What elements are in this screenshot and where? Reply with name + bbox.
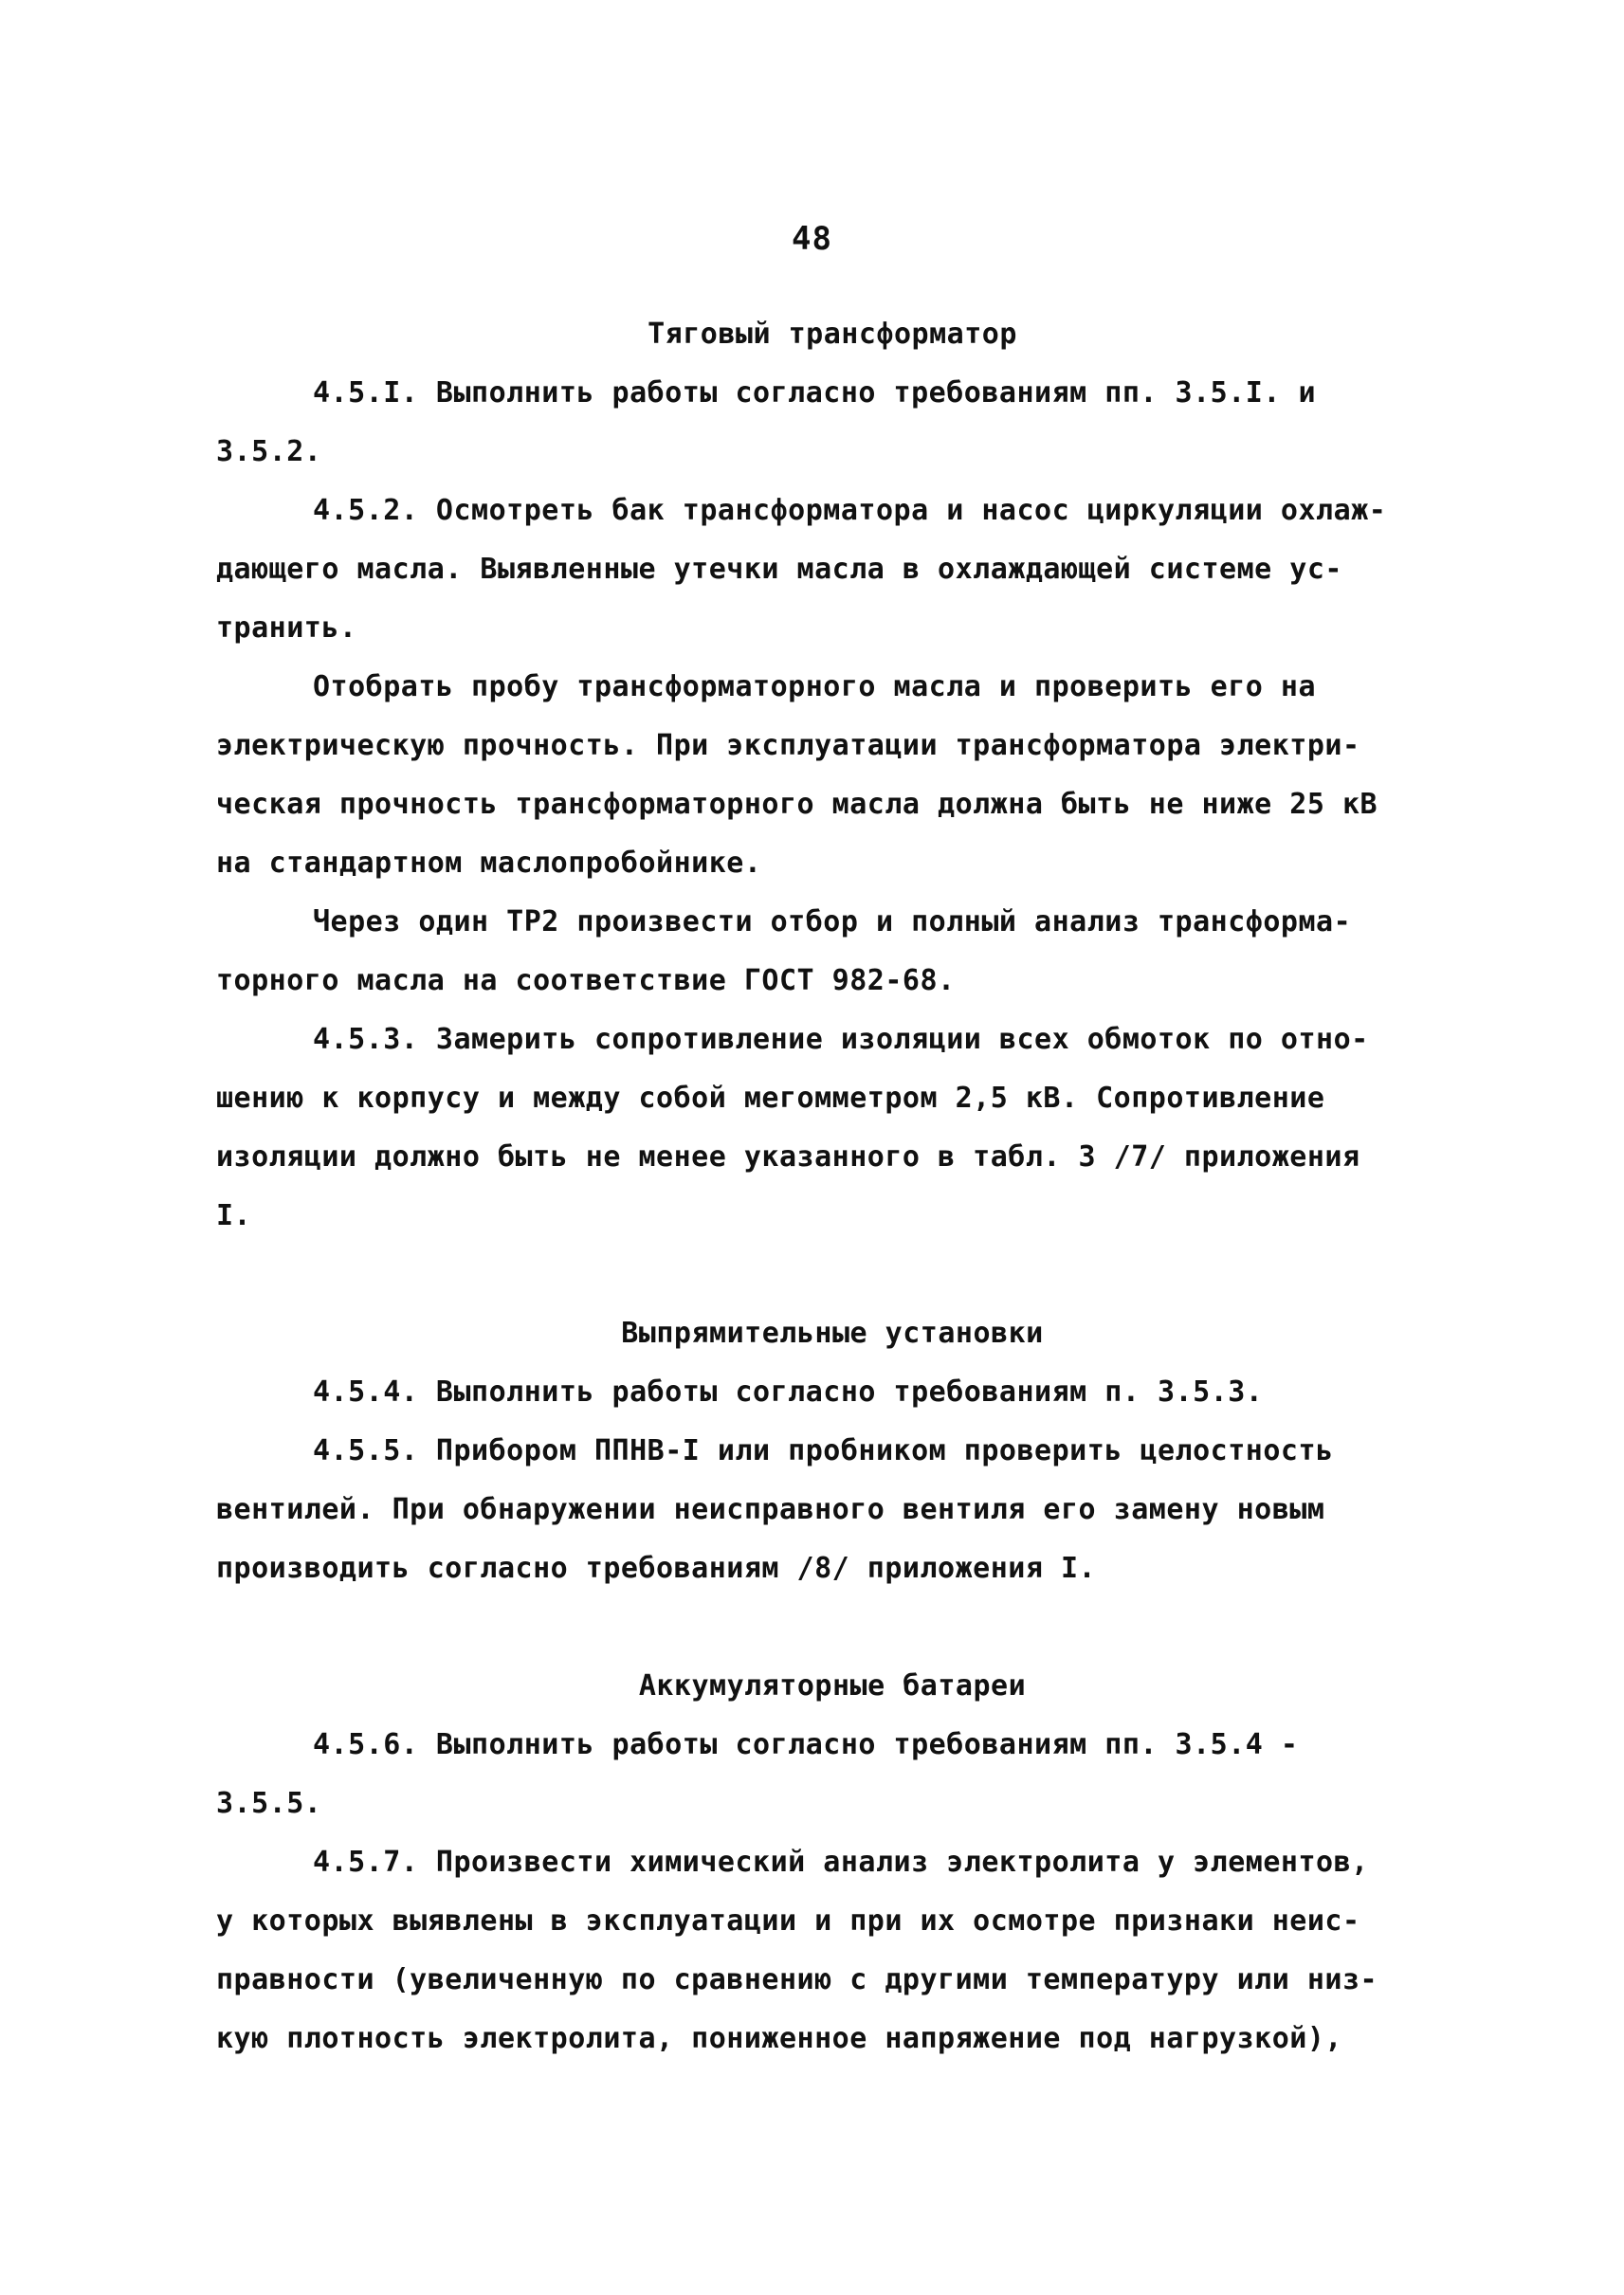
paragraph-line: шению к корпусу и между собой мегомметром 2,5 кВ. Сопротивление — [216, 1082, 1325, 1115]
paragraph-line: 3.5.5. — [216, 1787, 322, 1820]
paragraph-line: на стандартном маслопробойнике. — [216, 847, 762, 880]
section-spacer — [216, 1598, 1449, 1657]
page-number: 48 — [792, 220, 832, 258]
paragraph-line: у которых выявлены в эксплуатации и при их осмотре признаки неис- — [216, 1904, 1360, 1938]
paragraph-line: I. — [216, 1199, 252, 1232]
paragraph-line: 3.5.2. — [216, 435, 322, 468]
paragraph-line: 4.5.3. Замерить сопротивление изоляции всех обмоток по отно- — [313, 1023, 1369, 1056]
section-heading-traction-transformer: Тяговый трансформатор — [648, 318, 1017, 351]
paragraph-line: ческая прочность трансформаторного масла должна быть не ниже 25 кВ — [216, 788, 1378, 821]
paragraph-line: 4.5.5. Прибором ППНВ-I или пробником проверить целостность — [313, 1434, 1334, 1467]
paragraph-line: 4.5.6. Выполнить работы согласно требованиям пп. 3.5.4 - — [313, 1728, 1299, 1761]
paragraph-line: производить согласно требованиям /8/ приложения I. — [216, 1552, 1097, 1585]
paragraph-line: торного масла на соответствие ГОСТ 982-68. — [216, 964, 956, 997]
paragraph-line: вентилей. При обнаружении неисправного вентиля его замену новым — [216, 1493, 1325, 1526]
section-spacer — [216, 1246, 1449, 1304]
paragraph-line: транить. — [216, 611, 357, 645]
paragraph-line: изоляции должно быть не менее указанного в табл. 3 /7/ приложения — [216, 1140, 1360, 1174]
paragraph-line: электрическую прочность. При эксплуатации трансформатора электри- — [216, 729, 1360, 762]
paragraph-line: правности (увеличенную по сравнению с другими температуру или низ- — [216, 1963, 1378, 1996]
paragraph-line: Отобрать пробу трансформаторного масла и проверить его на — [313, 670, 1317, 703]
paragraph-line: Через один ТР2 произвести отбор и полный анализ трансформа- — [313, 905, 1352, 938]
paragraph-line: 4.5.I. Выполнить работы согласно требованиям пп. 3.5.I. и — [313, 376, 1317, 410]
section-heading-batteries: Аккумуляторные батареи — [638, 1669, 1027, 1703]
paragraph-line: 4.5.4. Выполнить работы согласно требованиям п. 3.5.3. — [313, 1375, 1264, 1409]
section-heading-rectifier-units: Выпрямительные установки — [621, 1317, 1044, 1350]
paragraph-line: 4.5.7. Произвести химический анализ электролита у элементов, — [313, 1846, 1369, 1879]
paragraph-line: дающего масла. Выявленные утечки масла в охлаждающей системе ус- — [216, 553, 1342, 586]
paragraph-line: 4.5.2. Осмотреть бак трансформатора и насос циркуляции охлаж- — [313, 494, 1387, 527]
document-body — [216, 305, 1449, 2068]
paragraph-line: кую плотность электролита, пониженное напряжение под нагрузкой), — [216, 2022, 1342, 2055]
